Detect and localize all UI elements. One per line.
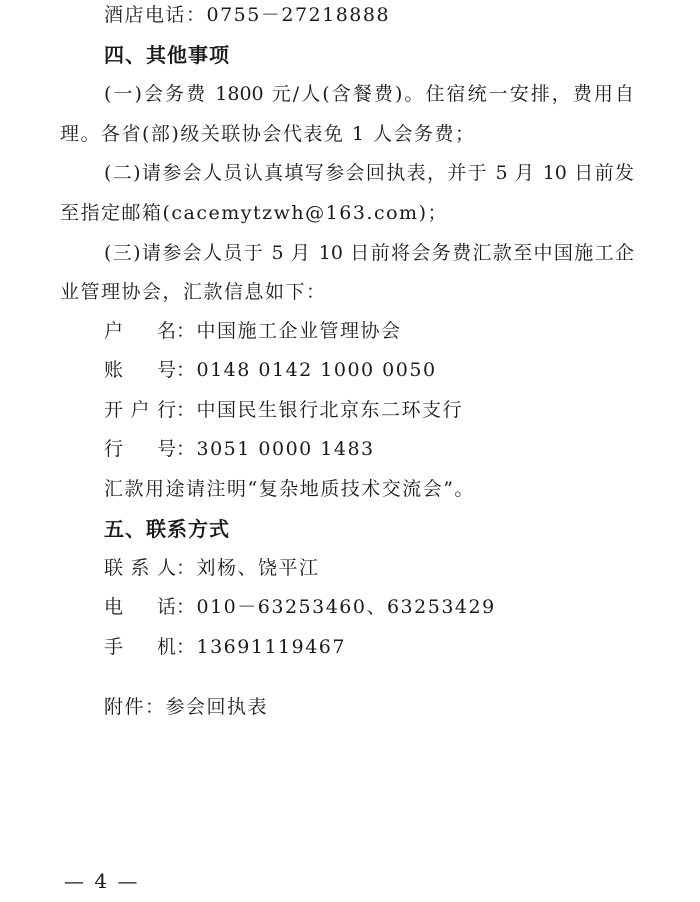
bank-number-value: ：3051 0000 1483 <box>176 438 375 460</box>
phone-label: 电 话 <box>104 596 176 618</box>
account-name-value: ：中国施工企业管理协会 <box>176 320 402 342</box>
page-number: — 4 — <box>64 869 140 893</box>
account-name-label: 户 名 <box>104 320 176 342</box>
account-number-value: ：0148 0142 1000 0050 <box>176 359 437 381</box>
section-4-item-2-line-1: (二)请参会人员认真填写参会回执表，并于 5 月 10 日前发 <box>104 162 634 184</box>
section-5-heading: 五、联系方式 <box>104 517 230 541</box>
section-4-item-3-line-1: (三)请参会人员于 5 月 10 日前将会务费汇款至中国施工企 <box>104 242 634 264</box>
bank-label: 开户行 <box>104 399 176 421</box>
account-number-label: 账 号 <box>104 359 176 381</box>
attachment-note: 附件：参会回执表 <box>104 696 269 718</box>
contact-value: ：刘杨、饶平江 <box>176 557 320 579</box>
section-4-item-1-line-2: 理。各省(部)级关联协会代表免 1 人会务费； <box>60 123 476 145</box>
section-4-item-3-line-2: 业管理协会，汇款信息如下： <box>60 281 327 303</box>
bank-number-label: 行 号 <box>104 438 176 460</box>
section-4-item-2-line-2: 至指定邮箱(cacemytzwh@163.com)； <box>60 202 448 224</box>
mobile-row <box>104 634 346 660</box>
bank-row <box>104 397 463 423</box>
bank-number-row <box>104 436 375 462</box>
account-name-row <box>104 318 402 344</box>
bank-value: ：中国民生银行北京东二环支行 <box>176 399 464 421</box>
contact-label: 联系人 <box>104 557 176 579</box>
hotel-phone: 酒店电话：0755－27218888 <box>104 4 391 26</box>
remittance-note: 汇款用途请注明“复杂地质技术交流会”。 <box>104 478 475 500</box>
mobile-label: 手 机 <box>104 636 176 658</box>
account-number-row <box>104 357 437 383</box>
phone-row <box>104 594 496 620</box>
contact-row <box>104 555 320 581</box>
mobile-value: ：13691119467 <box>176 636 346 658</box>
section-4-item-1-line-1: (一)会务费 1800 元/人(含餐费)。住宿统一安排，费用自 <box>104 83 634 105</box>
section-4-heading: 四、其他事项 <box>104 43 230 67</box>
phone-value: ：010－63253460、63253429 <box>176 596 496 618</box>
